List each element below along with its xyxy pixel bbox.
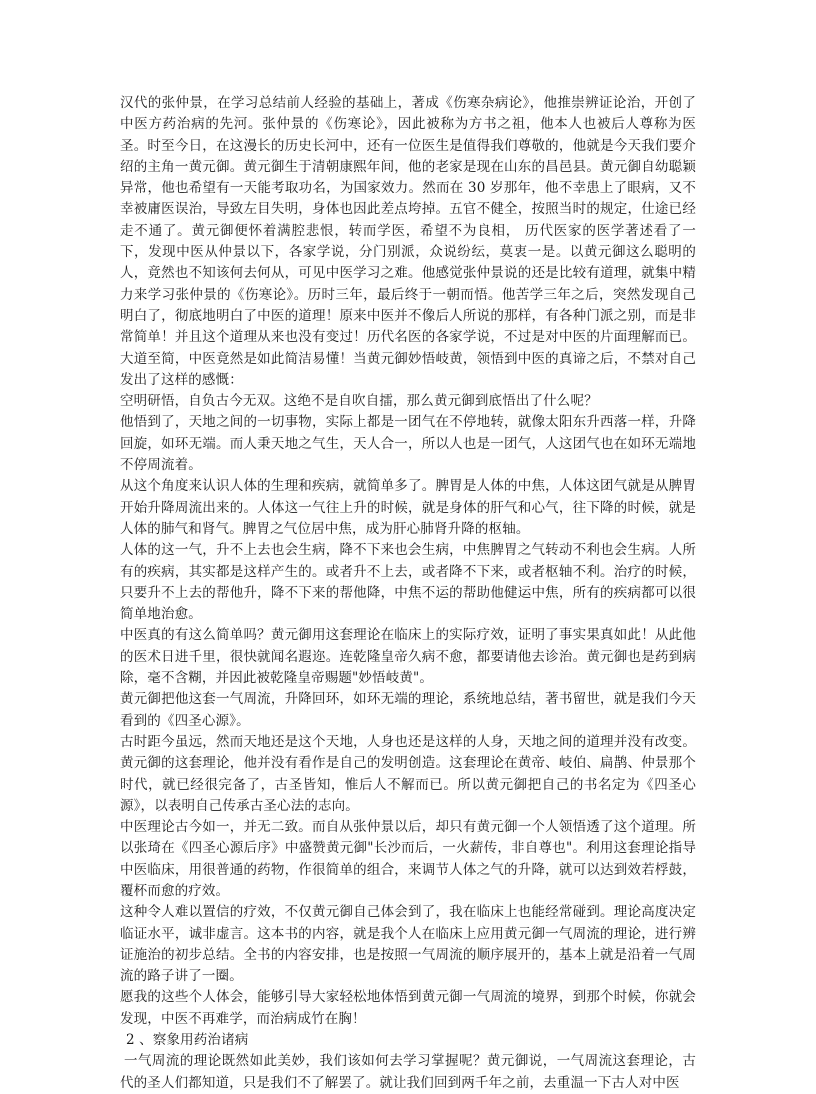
paragraph-section-start: 一气周流的理论既然如此美妙，我们该如何去学习掌握呢？黄元御说，一气周流这套理论，古代的圣人们都知道，只是我们不了解罢了。就让我们回到两千年之前，去重温一下古人对中医 [120, 1053, 696, 1091]
paragraph-theory-unchanged: 中医理论古今如一，并无二致。而自从张仲景以后，却只有黄元御一个人领悟透了这个道理。所以张琦在《四圣心源后序》中盛赞黄元御"长沙而后，一火薪传，非自尊也"。利用这套理论指导中医临床，用很普通的药物，作很简单的组合，来调节人体之气的升降，就可以达到效若桴鼓，覆杯而愈的疗效。 [120, 819, 696, 899]
paragraph-clinical-proof: 中医真的有这么简单吗？黄元御用这套理论在临床上的实际疗效，证明了事实果真如此！从此他的医术日进千里，很快就闻名遐迩。连乾隆皇帝久病不愈，都要请他去诊治。黄元御也是药到病除，毫不含糊，并因此被乾隆皇帝赐题"妙悟岐黄"。 [120, 627, 696, 687]
paragraph-intro: 汉代的张仲景，在学习总结前人经验的基础上，著成《伤寒杂病论》，他推崇辨证论治，开创了中医方药治病的先河。张仲景的《伤寒论》，因此被称为方书之祖，他本人也被后人尊称为医圣。时至今日，在这漫长的历史长河中，还有一位医生是值得我们尊敬的，他就是今天我们要介绍的主角一黄元御。黄元御生于清朝康熙年间，他的老家是现在山东的昌邑县。黄元御自幼聪颖异常，他也希望有一天能考取功名，为国家效力。然而在 30 岁那年，他不幸患上了眼病，又不幸被庸医误治，导致左目失明，身体也因此差点垮掉。五官不健全，按照当时的规定，仕途已经走不通了。黄元御便怀着满腔悲恨，转而学医，希望不为良相， 历代医家的医学著述看了一下，发现中医从仲景以下，各家学说，分门别派，众说纷纭，莫衷一是。以黄元御这么聪明的人，竟然也不知该何去何从，可见中医学习之难。他感觉张仲景说的还是比较有道理，就集中精力来学习张仲景的《伤寒论》。历时三年，最后终于一朝而悟。他苦学三年之后，突然发现自己明白了，彻底地明白了中医的道理！原来中医并不像后人所说的那样，有各种门派之别，而是非常简单！并且这个道理从来也没有变过！历代名医的各家学说，不过是对中医的片面理解而已。大道至简，中医竟然是如此简洁易懂！当黄元御妙悟岐黄，领悟到中医的真谛之后，不禁对自己发出了这样的感慨： [120, 95, 696, 388]
paragraph-book: 黄元御把他这套一气周流，升降回环，如环无端的理论，系统地总结，著书留世，就是我们今天看到的《四圣心源》。 [120, 691, 696, 729]
paragraph-ancient-sages: 古时距今虽远，然而天地还是这个天地，人身也还是这样的人身，天地之间的道理并没有改变。黄元御的这套理论，他并没有看作是自己的发明创造。这套理论在黄帝、岐伯、扁鹊、仲景那个时代，就已经很完备了，古圣皆知，惟后人不解而已。所以黄元御把自己的书名定为《四圣心源》，以表明自己传承古圣心法的志向。 [120, 733, 696, 814]
paragraph-wish: 愿我的这些个人体会，能够引导大家轻松地体悟到黄元御一气周流的境界，到那个时候，你就会发现，中医不再难学，而治病成竹在胸！ [120, 989, 696, 1027]
paragraph-physiology: 从这个角度来认识人体的生理和疾病，就简单多了。脾胃是人体的中焦，人体这团气就是从脾胃开始升降周流出来的。人体这一气往上升的时候，就是身体的肝气和心气，往下降的时候，就是人体的肺气和肾气。脾胃之气位居中焦，成为肝心肺肾升降的枢轴。 [120, 478, 696, 537]
section-heading: 2 、察象用药治诸病 [126, 1032, 249, 1049]
document-body [120, 93, 696, 1094]
paragraph-one-qi: 他悟到了，天地之间的一切事物，实际上都是一团气在不停地转，就像太阳东升西落一样，升降回旋，如环无端。而人秉天地之气生，天人合一，所以人也是一团气，人这团气也在如环无端地不停周流着。 [120, 414, 696, 474]
paragraph-self-praise: 空明研悟，自负古今无双。这绝不是自吹自擂，那么黄元御到底悟出了什么呢？ [120, 393, 598, 410]
paragraph-disease: 人体的这一气，升不上去也会生病，降不下来也会生病，中焦脾胃之气转动不利也会生病。人所有的疾病，其实都是这样产生的。或者升不上去，或者降不下来，或者枢轴不利。治疗的时候，只要升不上去的帮他升，降不下来的帮他降，中焦不运的帮助他健运中焦，所有的疾病都可以很简单地治愈。 [120, 542, 696, 623]
paragraph-personal-experience: 这种令人难以置信的疗效，不仅黄元御自己体会到了，我在临床上也能经常碰到。理论高度决定临证水平，诚非虚言。这本书的内容，就是我个人在临床上应用黄元御一气周流的理论，进行辨证施治的初步总结。全书的内容安排，也是按照一气周流的顺序展开的，基本上就是沿着一气周流的路子讲了一圈。 [120, 904, 696, 985]
